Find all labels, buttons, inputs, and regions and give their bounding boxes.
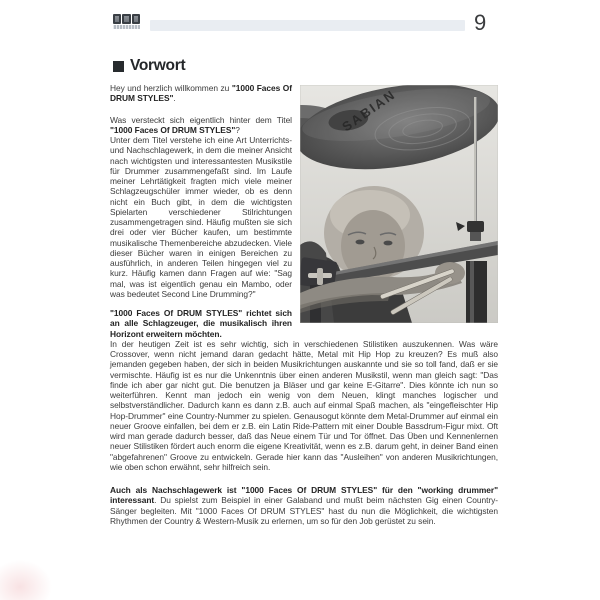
logo-block (122, 14, 130, 24)
chapter-heading (113, 57, 185, 75)
page-number: 9 (474, 10, 487, 35)
logo-blocks (113, 14, 140, 24)
cymbal-brand-text: SABIAN (339, 86, 399, 135)
paragraph-book-concept: Unter dem Titel verstehe ich eine Art Unterrichts- und Nachschlagewerk, in dem die meiner Ansicht nach wichtigsten und interessantesten Musikstile für Drummer zusammengefaßt sind. Im Laufe meiner Lehrtätigkeit fragten mich viele meiner Schlagzeugschüler immer wieder, ob es denn nicht ein Buch gibt, in dem die wichtigsten Spielarten verschiedener Stilrichtungen zusammengetragen sind. Häufig mußten sie sich drei oder vier Bücher kaufen, um bestimmte musikalische Themenbereiche abzudecken. Viele dieser Bücher waren in einigen Bereichen zu ausführlich, in anderen Teilen hingegen viel zu kurz. Häufig kamen dann Fragen auf wie: "Sag mal, was ist eigentlich genau ein Mambo, oder was bedeutet Second Line Drumming?" (110, 135, 292, 299)
square-bullet-icon (113, 61, 124, 72)
logo-block (113, 14, 121, 24)
hihat-tube (466, 261, 487, 323)
paragraph-title-question: Was versteckt sich eigentlich hinter dem Titel "1000 Faces Of DRUM STYLES"? (110, 114, 292, 135)
chapter-title: Vorwort (130, 57, 186, 74)
body-text (110, 83, 498, 526)
drummer-photo (300, 85, 498, 323)
scan-artifact (0, 560, 52, 600)
logo-strip (113, 25, 140, 29)
logo-block (132, 14, 140, 24)
paragraph-styles-discussion: In der heutigen Zeit ist es sehr wichtig, sich in verschiedenen Stilistiken auszukennen. Was wäre Crossover, wenn nicht jemand daran gedacht hätte, Metal mit Hip Hop zu kreuzen? Es muß also jemanden gegeben haben, der sich in beiden Musikrichtungen auskannte und sie so toll fand, daß er sie vermischte. Häufig ist es nur die Unkenntnis über einen anderen Musikstil, wenn man gleich sagt: "Das finde ich aber gar nicht gut. Die benutzen ja Bläser und gar keine E-Gitarre". Dies könnte ich nun so weiterführen. Kennt man jedoch ein wenig von dem Neuen, klingt manches logischer und selbstverständlicher. Dadurch kann es dann z.B. auch auf einmal Spaß machen, als "eingefleischter Hip Hop-Drummer" eine Country-Nummer zu spielen. Genausogut könnte dem Metal-Drummer auf einmal ein neuer Groove einfallen, bei dem er z.B. ein Latin Ride-Pattern mit einer Double Bassdrum-Figur mixt. Oft wird man gerade dadurch besser, daß das Neue einem Tür und Tor öffnet. Das Üben und Kennenlernen neuer Stilistiken fördert auch enorm die eigene Kreativität, wenn es z.B. darum geht, in deiner Band einen "abgefahrenen" Groove zu entwickeln. Gerade hier kann das "Ausleihen" von anderen Musikrichtungen, wie oben schon erwähnt, sehr hilfreich sein. (110, 338, 498, 472)
paragraph-welcome: Hey und herzlich willkommen zu "1000 Faces Of DRUM STYLES". (110, 83, 293, 104)
paragraph-reference-use: Auch als Nachschlagewerk ist "1000 Faces Of DRUM STYLES" für den "working drummer" interessant. Du spielst zum Beispiel in einer Galaband und mußt beim nächsten Gig einen Country-Sänger begleiten. Mit "1000 Faces Of DRUM STYLES" hast du nun die Möglichkeit, die wichtigsten Rhythmen der Country & Western-Musik zu erlernen, um so für den Job gerüstet zu sein. (110, 485, 498, 526)
header-rule (150, 20, 465, 31)
publisher-logo-icon (113, 14, 140, 32)
hihat-rod (474, 97, 477, 223)
paragraph-target-audience: "1000 Faces Of DRUM STYLES" richtet sich an alle Schlagzeuger, die musikalisch ihren Horizont erweitern möchten. (110, 308, 292, 339)
